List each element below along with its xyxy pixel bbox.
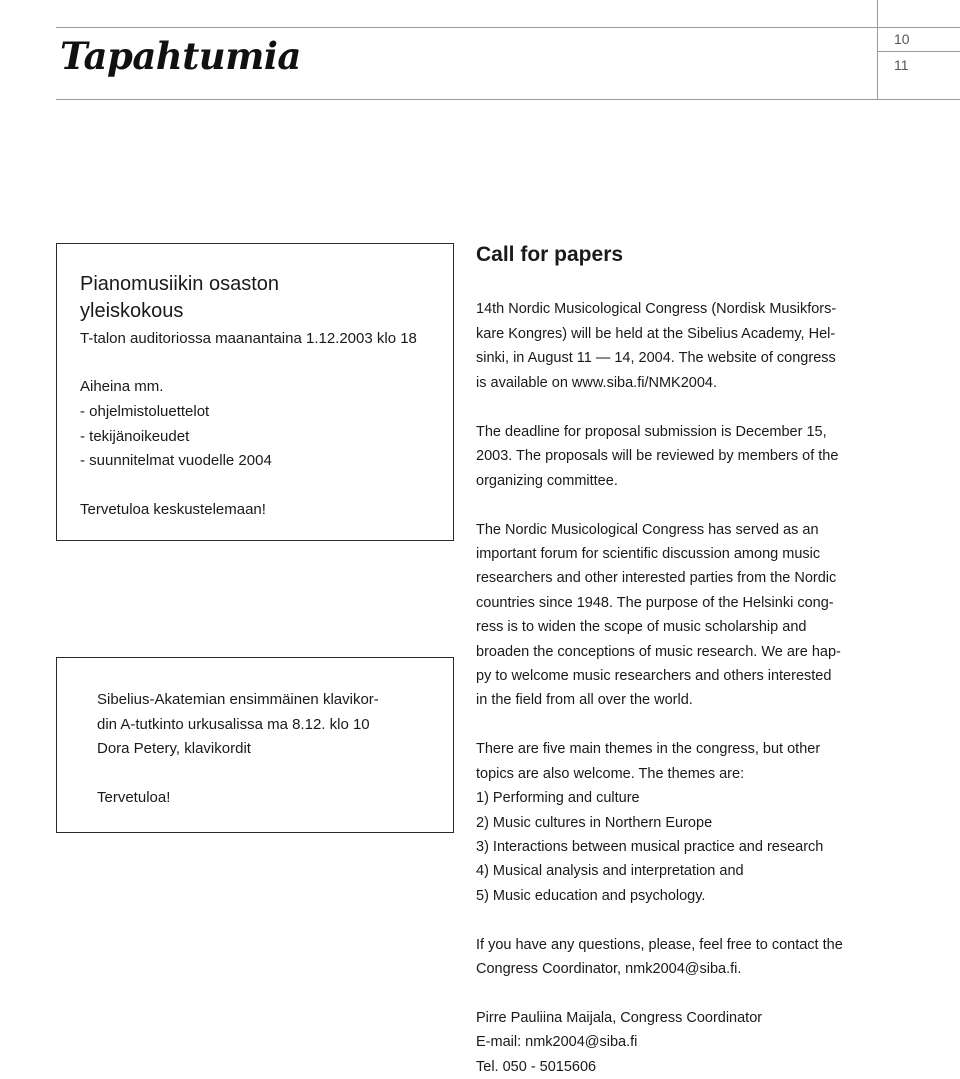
- deadline-line: organizing committee.: [476, 473, 618, 489]
- contact-name: Pirre Pauliina Maijala, Congress Coordinator: [476, 1010, 763, 1026]
- event-location: T-talon auditoriossa maanantaina 1.12.2003 klo 18: [80, 330, 417, 347]
- call-for-papers-heading: Call for papers: [476, 243, 624, 266]
- theme-item: 4) Musical analysis and interpretation and: [476, 863, 744, 879]
- about-line: researchers and other interested parties from the Nordic: [476, 570, 837, 586]
- about-line: broaden the conceptions of music research. We are hap-: [476, 644, 841, 660]
- page-number-right: 11: [894, 57, 909, 73]
- event-title-line: Pianomusiikin osaston: [80, 273, 279, 295]
- intro-line: sinki, in August 11 — 14, 2004. The website of congress: [476, 350, 836, 366]
- themes-line: topics are also welcome. The themes are:: [476, 766, 745, 782]
- page-title: Tapahtumia: [60, 34, 301, 78]
- questions-line: If you have any questions, please, feel free to contact the: [476, 937, 843, 953]
- page-number-left: 10: [894, 31, 910, 47]
- about-line: countries since 1948. The purpose of the Helsinki cong-: [476, 595, 834, 611]
- themes-line: There are five main themes in the congress, but other: [476, 741, 821, 757]
- event-topic-item: - suunnitelmat vuodelle 2004: [80, 452, 272, 469]
- about-line: important forum for scientific discussion among music: [476, 546, 821, 562]
- theme-item: 3) Interactions between musical practice and research: [476, 839, 824, 855]
- about-line: The Nordic Musicological Congress has served as an: [476, 522, 819, 538]
- page-number-divider: [877, 0, 878, 100]
- theme-item: 5) Music education and psychology.: [476, 888, 706, 904]
- deadline-line: 2003. The proposals will be reviewed by members of the: [476, 448, 839, 464]
- exam-text-line: din A-tutkinto urkusalissa ma 8.12. klo 10: [97, 716, 370, 733]
- exam-text-line: Dora Petery, klavikordit: [97, 740, 251, 757]
- deadline-line: The deadline for proposal submission is December 15,: [476, 424, 827, 440]
- event-topic-item: - tekijänoikeudet: [80, 428, 190, 445]
- about-line: in the field from all over the world.: [476, 692, 693, 708]
- header-rule-top: [56, 27, 960, 28]
- theme-item: 1) Performing and culture: [476, 790, 640, 806]
- contact-phone: Tel. 050 - 5015606: [476, 1059, 597, 1075]
- intro-line: is available on www.siba.fi/NMK2004.: [476, 375, 717, 391]
- header-rule-bottom: [56, 99, 960, 100]
- exam-text-line: Sibelius-Akatemian ensimmäinen klavikor-: [97, 691, 379, 708]
- event-title-line: yleiskokous: [80, 300, 184, 322]
- event-title: [80, 271, 440, 325]
- event-topics-heading: Aiheina mm.: [80, 378, 164, 395]
- event-welcome: Tervetuloa keskustelemaan!: [80, 501, 266, 518]
- questions-line: Congress Coordinator, nmk2004@siba.fi.: [476, 961, 742, 977]
- theme-item: 2) Music cultures in Northern Europe: [476, 815, 713, 831]
- intro-line: 14th Nordic Musicological Congress (Nordisk Musikfors-: [476, 301, 837, 317]
- contact-email: E-mail: nmk2004@siba.fi: [476, 1034, 638, 1050]
- event-topic-item: - ohjelmistoluettelot: [80, 403, 210, 420]
- about-line: ress is to widen the scope of music scholarship and: [476, 619, 807, 635]
- about-line: py to welcome music researchers and others interested: [476, 668, 832, 684]
- intro-line: kare Kongres) will be held at the Sibelius Academy, Hel-: [476, 326, 836, 342]
- exam-welcome: Tervetuloa!: [97, 789, 171, 806]
- page-number-separator: [878, 51, 960, 52]
